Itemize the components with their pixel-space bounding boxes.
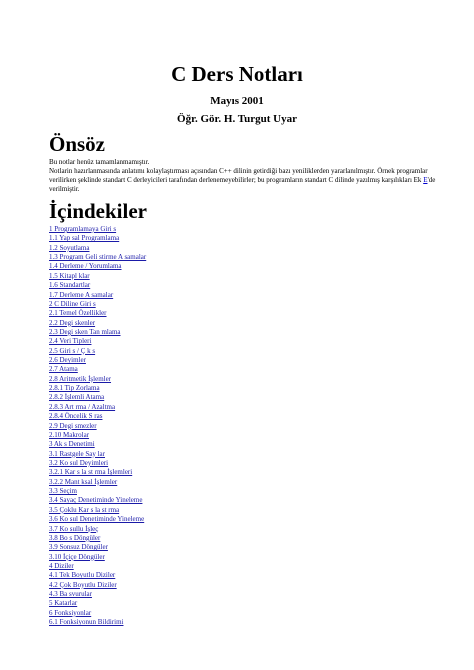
- toc-item: [49, 562, 349, 571]
- toc-link[interactable]: 2.1 Temel Özellikler: [49, 309, 107, 318]
- toc-link[interactable]: 1.6 Standartlar: [49, 281, 91, 290]
- toc-item: [49, 609, 349, 618]
- toc-link[interactable]: 1.2 Soyutlama: [49, 243, 90, 252]
- preface-line-2: [49, 167, 449, 194]
- toc-item: [49, 543, 349, 552]
- toc-item: [49, 384, 349, 393]
- toc-item: [49, 244, 349, 253]
- toc-link[interactable]: 2.4 Veri Tipleri: [49, 337, 92, 346]
- toc-item: [49, 515, 349, 524]
- toc-item: [49, 300, 349, 309]
- toc-link[interactable]: 3.10 İçiçe Döngüler: [49, 552, 105, 561]
- toc-link[interactable]: 6.1 Fonksiyonun Bildirimi: [49, 618, 124, 627]
- toc-item: [49, 337, 349, 346]
- toc-item: [49, 450, 349, 459]
- document-title: C Ders Notları: [171, 62, 303, 86]
- toc-item: [49, 431, 349, 440]
- toc-link[interactable]: 4.1 Tek Boyutlu Diziler: [49, 571, 116, 580]
- toc-link[interactable]: 2 C Diline Giri s: [49, 299, 96, 308]
- toc-link[interactable]: 1.4 Derleme / Yorumlama: [49, 262, 122, 271]
- toc-link[interactable]: 2.2 Degi skenler: [49, 318, 96, 327]
- preface-line-2-end: 'de verilmiştir.: [49, 176, 436, 193]
- toc-link[interactable]: 4 Diziler: [49, 561, 74, 570]
- toc-link[interactable]: 3.2.1 Kar s la st rma İşlemleri: [49, 468, 133, 477]
- toc-item: [49, 553, 349, 562]
- toc-item: [49, 347, 349, 356]
- toc-item: [49, 225, 349, 234]
- toc-item: [49, 478, 349, 487]
- toc-item: [49, 262, 349, 271]
- toc-link[interactable]: 2.8.4 Öncelik S ras: [49, 412, 103, 421]
- toc-item: [49, 440, 349, 449]
- toc-item: [49, 412, 349, 421]
- toc-link[interactable]: 3.2.2 Mant ksal İşlemler: [49, 477, 118, 486]
- toc-item: [49, 506, 349, 515]
- toc-link[interactable]: 2.8.3 Art rma / Azaltma: [49, 402, 116, 411]
- toc-link[interactable]: 2.5 Giri s / Ç k s: [49, 346, 96, 355]
- toc-item: [49, 375, 349, 384]
- toc-item: [49, 496, 349, 505]
- toc-link[interactable]: 5 Katarlar: [49, 599, 78, 608]
- toc-link[interactable]: 6 Fonksiyonlar: [49, 608, 92, 617]
- toc-item: [49, 403, 349, 412]
- toc-item: [49, 468, 349, 477]
- toc-link[interactable]: 3.7 Ko sullu İşleç: [49, 524, 99, 533]
- preface-heading: Önsöz: [49, 132, 106, 156]
- toc-link[interactable]: 1.7 Derleme A samalar: [49, 290, 114, 299]
- toc-link[interactable]: 3.9 Sonsuz Döngüler: [49, 543, 108, 552]
- toc-link[interactable]: 3.2 Ko sul Deyimleri: [49, 458, 109, 467]
- toc-item: [49, 393, 349, 402]
- toc-item: [49, 422, 349, 431]
- toc-item: [49, 319, 349, 328]
- toc-link[interactable]: 2.9 Degi smezler: [49, 421, 97, 430]
- toc-link[interactable]: 2.10 Makrolar: [49, 430, 90, 439]
- appendix-e-link[interactable]: E: [423, 176, 428, 184]
- document-author: Öğr. Gör. H. Turgut Uyar: [177, 113, 297, 125]
- toc-item: [49, 571, 349, 580]
- toc-link[interactable]: 2.6 Deyimler: [49, 356, 86, 365]
- toc-link[interactable]: 1.3 Program Geli stirme A samalar: [49, 253, 147, 262]
- preface-text: [49, 158, 449, 194]
- document-date: Mayıs 2001: [210, 95, 264, 107]
- toc-item: [49, 281, 349, 290]
- toc-item: [49, 590, 349, 599]
- toc-item: [49, 618, 349, 627]
- toc-list: [49, 225, 349, 627]
- toc-item: [49, 234, 349, 243]
- toc-link[interactable]: 2.8 Aritmetik İşlemler: [49, 374, 112, 383]
- toc-link[interactable]: 4.3 Ba svurular: [49, 590, 92, 599]
- toc-item: [49, 309, 349, 318]
- toc-link[interactable]: 1 Programlamaya Giri s: [49, 225, 117, 233]
- toc-item: [49, 272, 349, 281]
- toc-link[interactable]: 3.3 Seçim: [49, 487, 77, 496]
- toc-item: [49, 356, 349, 365]
- toc-link[interactable]: 3.8 Bo s Döngüler: [49, 533, 101, 542]
- toc-item: [49, 459, 349, 468]
- toc-link[interactable]: 3.5 Çoklu Kar s la st rma: [49, 505, 120, 514]
- toc-link[interactable]: 2.8.1 Tip Zorlama: [49, 384, 100, 393]
- toc-link[interactable]: 2.3 Degi sken Tan mlama: [49, 327, 121, 336]
- toc-item: [49, 291, 349, 300]
- toc-link[interactable]: 3.6 Ko sul Denetiminde Yineleme: [49, 515, 145, 524]
- toc-link[interactable]: 2.7 Atama: [49, 365, 78, 374]
- toc-link[interactable]: 4.2 Çok Boyutlu Diziler: [49, 580, 117, 589]
- preface-line-2-text: Notlarin hazırlanmasında anlatımı kolaylaştırması açısından C++ dilinin getirdiği bazı yeniliklerden yararlanılmıştır. Örnek programlar verilirken şeklinde standart C derleyicileri tarafından derlenemeyebilirler; bu programların standart C dilinde yazılmış karşılıkları Ek: [49, 167, 428, 184]
- toc-item: [49, 599, 349, 608]
- toc-link[interactable]: 2.8.2 İşlemli Atama: [49, 393, 105, 402]
- toc-link[interactable]: 3.1 Rastgele Say lar: [49, 449, 105, 458]
- toc-item: [49, 328, 349, 337]
- preface-line-1: Bu notlar henüz tamamlanmamıştır.: [49, 158, 150, 166]
- toc-item: [49, 487, 349, 496]
- toc-item: [49, 525, 349, 534]
- toc-link[interactable]: 1.5 Kitapl klar: [49, 271, 90, 280]
- toc-link[interactable]: 3.4 Sayaç Denetiminde Yineleme: [49, 496, 143, 505]
- toc-heading: İçindekiler: [49, 199, 147, 223]
- toc-item: [49, 253, 349, 262]
- toc-link[interactable]: 3 Ak s Denetimi: [49, 440, 95, 449]
- toc-item: [49, 365, 349, 374]
- toc-link[interactable]: 1.1 Yap sal Programlama: [49, 234, 120, 243]
- toc-item: [49, 534, 349, 543]
- toc-item: [49, 581, 349, 590]
